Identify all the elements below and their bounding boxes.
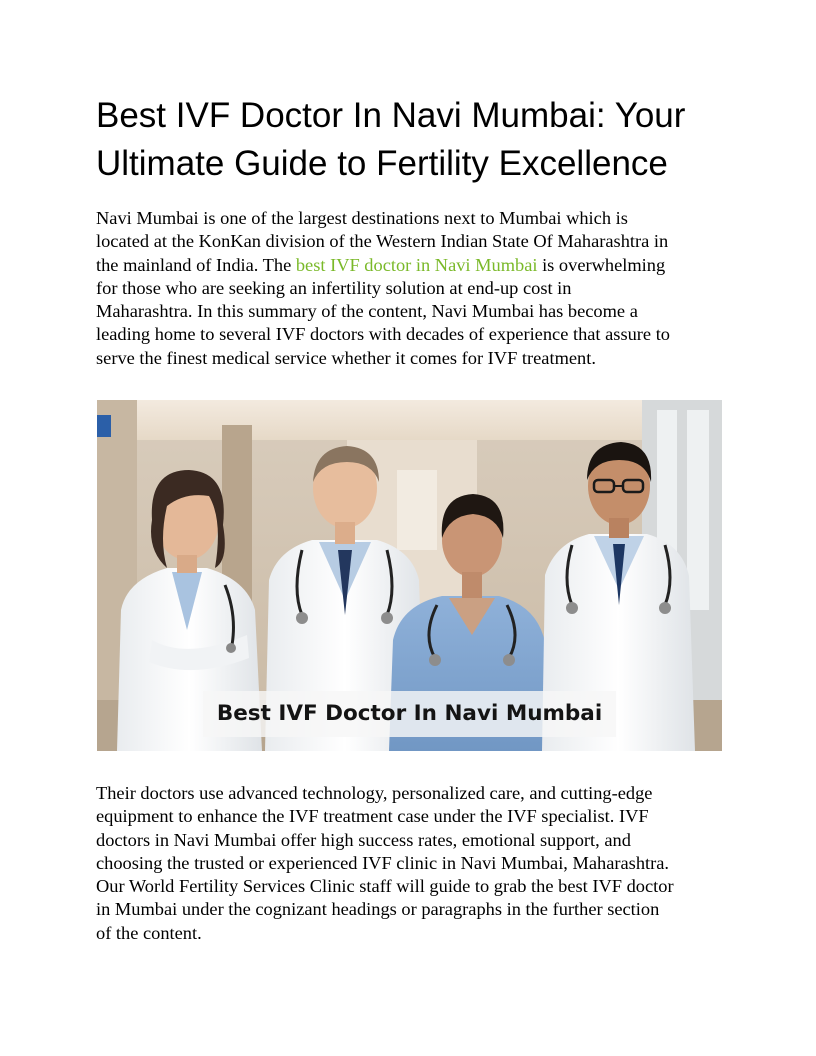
body-line-7: of the content. bbox=[96, 922, 202, 943]
intro-line-7: serve the finest medical service whether it comes for IVF treatment. bbox=[96, 347, 596, 368]
body-paragraph bbox=[96, 782, 726, 945]
intro-line-4: for those who are seeking an infertility solution at end-up cost in bbox=[96, 277, 572, 298]
intro-line-1: Navi Mumbai is one of the largest destinations next to Mumbai which is bbox=[96, 208, 628, 228]
image-caption: Best IVF Doctor In Navi Mumbai bbox=[216, 701, 603, 726]
intro-line-6: leading home to several IVF doctors with decades of experience that assure to bbox=[96, 324, 670, 345]
doctors-team-image bbox=[97, 400, 722, 751]
body-line-5: Our World Fertility Services Clinic staff will guide to grab the best IVF doctor bbox=[96, 876, 674, 897]
body-line-2: equipment to enhance the IVF treatment case under the IVF specialist. IVF bbox=[96, 806, 649, 827]
body-line-3: doctors in Navi Mumbai offer high success rates, emotional support, and bbox=[96, 829, 631, 850]
page-title bbox=[96, 92, 736, 188]
body-line-1: Their doctors use advanced technology, personalized care, and cutting-edge bbox=[96, 783, 653, 803]
title-line-2: Ultimate Guide to Fertility Excellence bbox=[96, 144, 668, 183]
title-line-1: Best IVF Doctor In Navi Mumbai: Your bbox=[96, 96, 686, 135]
wall-sign bbox=[97, 415, 111, 437]
intro-line-5: Maharashtra. In this summary of the content, Navi Mumbai has become a bbox=[96, 301, 638, 322]
intro-line-3-before: the mainland of India. The bbox=[96, 254, 296, 275]
best-ivf-doctor-link[interactable]: best IVF doctor in Navi Mumbai bbox=[295, 254, 538, 275]
body-line-6: in Mumbai under the cognizant headings or paragraphs in the further section bbox=[96, 899, 660, 920]
corridor-ceiling bbox=[97, 400, 722, 440]
intro-line-3-after: is overwhelming bbox=[537, 254, 666, 275]
intro-line-2: located at the KonKan division of the Western Indian State Of Maharashtra in bbox=[96, 231, 669, 252]
body-line-4: choosing the trusted or experienced IVF clinic in Navi Mumbai, Maharashtra. bbox=[96, 852, 670, 873]
intro-paragraph bbox=[96, 207, 726, 370]
intro-line-3 bbox=[96, 254, 726, 277]
